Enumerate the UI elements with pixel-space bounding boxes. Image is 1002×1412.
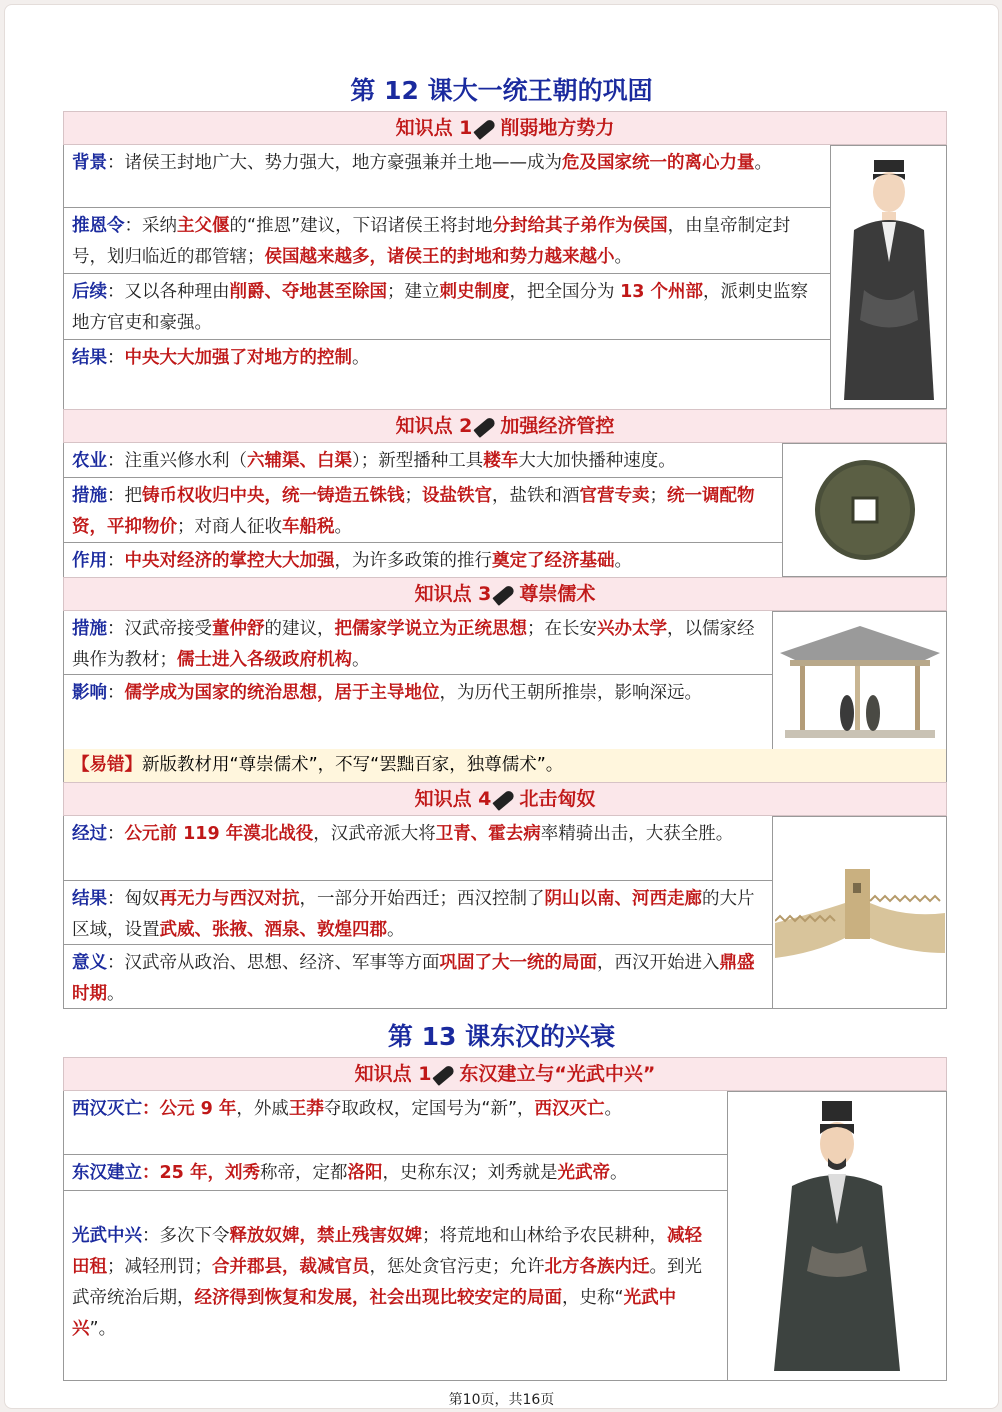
row-text: 。 — [614, 247, 632, 267]
row-emphasis: 耧车 — [483, 451, 519, 471]
row-text: ，外戚 — [236, 1099, 289, 1119]
great-wall-illustration — [772, 816, 947, 1009]
kp4-header — [63, 782, 947, 816]
row-emphasis: 公元前 119 年漠北战役 — [124, 824, 314, 844]
row-text: 的大片区域，设置 — [72, 889, 755, 940]
pavilion-illustration — [772, 611, 947, 749]
row-text: ”。 — [89, 1319, 117, 1339]
row-text: 。 — [334, 517, 352, 537]
row-emphasis: 兴办太学 — [597, 619, 667, 639]
row-text: ； — [404, 486, 422, 506]
row-text: ）；新型播种工具 — [352, 451, 484, 471]
document-page — [4, 4, 999, 1409]
row-emphasis: 13 个州部 — [620, 282, 704, 302]
row-emphasis: 合并郡县，裁减官员 — [212, 1257, 370, 1277]
row-text: 大大加快播种速度。 — [518, 451, 676, 471]
kp3-row-influence — [63, 675, 773, 749]
guangwu-emperor-illustration — [727, 1091, 947, 1381]
row-emphasis: 阴山以南、河西走廊 — [544, 889, 702, 909]
lesson-12-title: 第 12 课大一统王朝的巩固 — [350, 76, 653, 105]
row-text: ；减轻刑罚； — [107, 1257, 212, 1277]
row-text: ，为许多政策的推行 — [334, 551, 492, 571]
row-emphasis: 主父偃 — [177, 216, 230, 236]
row-emphasis: 减轻田租 — [72, 1226, 702, 1277]
row-emphasis: 中央对经济的掌控大大加强 — [124, 551, 335, 571]
kp4-row-significance — [63, 945, 773, 1009]
row-text: 的建议， — [264, 619, 335, 639]
row-text: ：汉武帝从政治、思想、经济、军事等方面 — [107, 953, 440, 973]
row-emphasis: 卫青、霍去病 — [435, 824, 541, 844]
row-text: ，由皇帝制定封号，划归临近的郡管辖； — [72, 216, 791, 267]
row-emphasis: 儒士进入各级政府机构 — [177, 650, 352, 670]
row-key: 意义 — [72, 953, 107, 973]
row-emphasis: 危及国家统一的离心力量 — [562, 153, 755, 173]
row-text: 。 — [754, 153, 772, 173]
row-text: 。 — [352, 650, 370, 670]
row-key: 东汉建立 — [72, 1163, 142, 1183]
common-mistake-note — [63, 749, 947, 782]
pencil-icon — [474, 416, 497, 438]
row-text: ：汉武帝接受 — [107, 619, 212, 639]
kp-topic: 北击匈奴 — [519, 788, 596, 810]
row-text: ； — [649, 486, 667, 506]
row-text: ，惩处贪官污吏；允许 — [369, 1257, 545, 1277]
pencil-icon — [474, 118, 497, 140]
row-key: 推恩令 — [72, 216, 125, 236]
kp-topic: 东汉建立与“光武中兴” — [459, 1063, 656, 1085]
row-emphasis: 再无力与西汉对抗 — [159, 889, 300, 909]
row-emphasis: 统一调配物资，平抑物价 — [72, 486, 755, 537]
kp1-row-result — [63, 340, 831, 409]
row-text: ，以儒家经典作为教材； — [72, 619, 755, 670]
row-emphasis: 北方各族内迁 — [544, 1257, 650, 1277]
row-emphasis: 25 年 — [159, 1163, 208, 1183]
row-text: ：诸侯王封地广大、势力强大，地方豪强兼并土地——成为 — [107, 153, 562, 173]
l13-row-guangwu-revival — [63, 1191, 728, 1381]
emperor-portrait-illustration — [830, 145, 947, 409]
kp4-row-process — [63, 816, 773, 881]
kp3-header — [63, 577, 947, 611]
row-text: 。 — [604, 1099, 623, 1119]
row-text: ， — [207, 1163, 225, 1183]
kp-topic: 加强经济管控 — [500, 415, 615, 437]
row-key: 西汉灭亡 — [72, 1099, 142, 1119]
row-emphasis: 车船税 — [282, 517, 335, 537]
row-key: 后续 — [72, 282, 107, 302]
row-emphasis: 巩固了大一统的局面 — [439, 953, 597, 973]
row-emphasis: 把儒家学说立为正统思想 — [334, 619, 527, 639]
row-emphasis: 刺史制度 — [439, 282, 510, 302]
l13-row-west-han-fall — [63, 1091, 728, 1155]
row-emphasis: 公元 9 年 — [159, 1099, 237, 1119]
kp1-header — [63, 111, 947, 145]
row-text: ，为历代王朝所推崇，影响深远。 — [439, 683, 702, 703]
row-text: ：把 — [107, 486, 142, 506]
kp-label: 知识点 1 — [354, 1063, 432, 1085]
kp4-row-result — [63, 881, 773, 945]
row-text: 夺取政权，定国号为“新”， — [323, 1099, 535, 1119]
row-text: ：注重兴修水利（ — [107, 451, 247, 471]
row-text: 。 — [107, 984, 125, 1004]
row-text: ；建立 — [387, 282, 440, 302]
row-text: ： — [107, 551, 125, 571]
kp3-row-measures — [63, 611, 773, 675]
row-key: 措施 — [72, 486, 107, 506]
row-emphasis: 中央大大加强了对地方的控制 — [124, 348, 352, 368]
row-text: 。到光武帝统治后期， — [72, 1257, 702, 1308]
row-text: ，史称“ — [562, 1288, 624, 1308]
row-emphasis: 光武帝 — [557, 1163, 610, 1183]
kp2-header — [63, 409, 947, 443]
row-text: ： — [142, 1099, 160, 1119]
row-text: 。 — [614, 551, 632, 571]
row-emphasis: 洛阳 — [347, 1163, 383, 1183]
row-emphasis: 削爵、夺地甚至除国 — [229, 282, 387, 302]
row-text: ： — [142, 1163, 160, 1183]
kp-topic: 削弱地方势力 — [500, 117, 615, 139]
row-text: ：又以各种理由 — [107, 282, 230, 302]
kp-label: 知识点 3 — [414, 583, 492, 605]
row-text: ：采纳 — [124, 216, 177, 236]
row-emphasis: 西汉灭亡 — [534, 1099, 605, 1119]
row-text: ：匈奴 — [107, 889, 160, 909]
row-emphasis: 奠定了经济基础 — [492, 551, 615, 571]
row-text: 称帝，定都 — [259, 1163, 348, 1183]
wuzhu-coin-illustration — [782, 443, 947, 577]
row-text: 率精骑出击，大获全胜。 — [540, 824, 734, 844]
row-emphasis: 刘秀 — [224, 1163, 260, 1183]
row-key: 农业 — [72, 451, 107, 471]
row-text: ；将荒地和山林给予农民耕种， — [422, 1226, 667, 1246]
row-text: ：多次下令 — [142, 1226, 230, 1246]
row-emphasis: 侯国越来越多，诸侯王的封地和势力越来越小 — [264, 247, 615, 267]
row-key: 结果 — [72, 889, 107, 909]
pencil-icon — [493, 789, 516, 811]
pencil-icon — [433, 1064, 456, 1086]
row-emphasis: 武威、张掖、酒泉、敦煌四郡 — [159, 920, 387, 940]
row-key: 背景 — [72, 153, 107, 173]
row-text: ；对商人征收 — [177, 517, 282, 537]
lesson-13-title: 第 13 课东汉的兴衰 — [387, 1022, 616, 1051]
row-emphasis: 儒学成为国家的统治思想，居于主导地位 — [124, 683, 440, 703]
kp2-row-effect — [63, 543, 783, 577]
row-emphasis: 铸币权收归中央，统一铸造五铢钱 — [142, 486, 405, 506]
row-emphasis: 经济得到恢复和发展，社会出现比较安定的局面 — [194, 1288, 562, 1308]
row-key: 光武中兴 — [72, 1226, 142, 1246]
l13-row-east-han-founding — [63, 1155, 728, 1191]
row-text: ，把全国分为 — [509, 282, 621, 302]
row-text: 。 — [352, 348, 370, 368]
row-text: ；在长安 — [527, 619, 597, 639]
row-text: ，西汉开始进入 — [597, 953, 720, 973]
kp-label: 知识点 1 — [395, 117, 473, 139]
row-key: 作用 — [72, 551, 107, 571]
page-number: 第10页，共16页 — [448, 1392, 555, 1408]
row-text: ，史称东汉；刘秀就是 — [382, 1163, 558, 1183]
row-emphasis: 六辅渠、白渠 — [247, 451, 352, 471]
row-key: 影响 — [72, 683, 107, 703]
row-key: 结果 — [72, 348, 107, 368]
row-text: ，派刺史监察地方官吏和豪强。 — [72, 282, 809, 333]
pencil-icon — [493, 584, 516, 606]
row-text: ，盐铁和酒 — [492, 486, 580, 506]
row-key: 经过 — [72, 824, 107, 844]
kp1-row-followup — [63, 274, 831, 340]
note-tag: 【易错】 — [72, 755, 142, 775]
kp1-row-tuien — [63, 208, 831, 274]
row-text: ： — [107, 683, 125, 703]
kp2-row-agriculture — [63, 443, 783, 478]
row-key: 措施 — [72, 619, 107, 639]
row-emphasis: 设盐铁官 — [422, 486, 492, 506]
l13-kp1-header — [63, 1057, 947, 1091]
row-text: ： — [107, 824, 125, 844]
row-text: ，汉武帝派大将 — [313, 824, 436, 844]
row-emphasis: 官营专卖 — [579, 486, 650, 506]
row-text: 。 — [387, 920, 405, 940]
row-emphasis: 光武中兴 — [72, 1288, 677, 1339]
kp-label: 知识点 2 — [395, 415, 473, 437]
row-text: ，一部分开始西迁；西汉控制了 — [299, 889, 545, 909]
row-emphasis: 释放奴婢，禁止残害奴婢 — [229, 1226, 422, 1246]
row-emphasis: 王莽 — [288, 1099, 324, 1119]
row-text: 。 — [609, 1163, 628, 1183]
note-text: 新版教材用“尊崇儒术”，不写“罢黜百家，独尊儒术”。 — [142, 755, 564, 775]
row-text: ： — [107, 348, 125, 368]
kp-label: 知识点 4 — [414, 788, 492, 810]
row-emphasis: 鼎盛时期 — [72, 953, 755, 1004]
row-text: 的“推恩”建议，下诏诸侯王将封地 — [229, 216, 493, 236]
kp-topic: 尊崇儒术 — [519, 583, 596, 605]
kp1-row-background — [63, 145, 831, 208]
row-emphasis: 分封给其子弟作为侯国 — [492, 216, 668, 236]
kp2-row-measures — [63, 478, 783, 543]
row-emphasis: 董仲舒 — [212, 619, 265, 639]
